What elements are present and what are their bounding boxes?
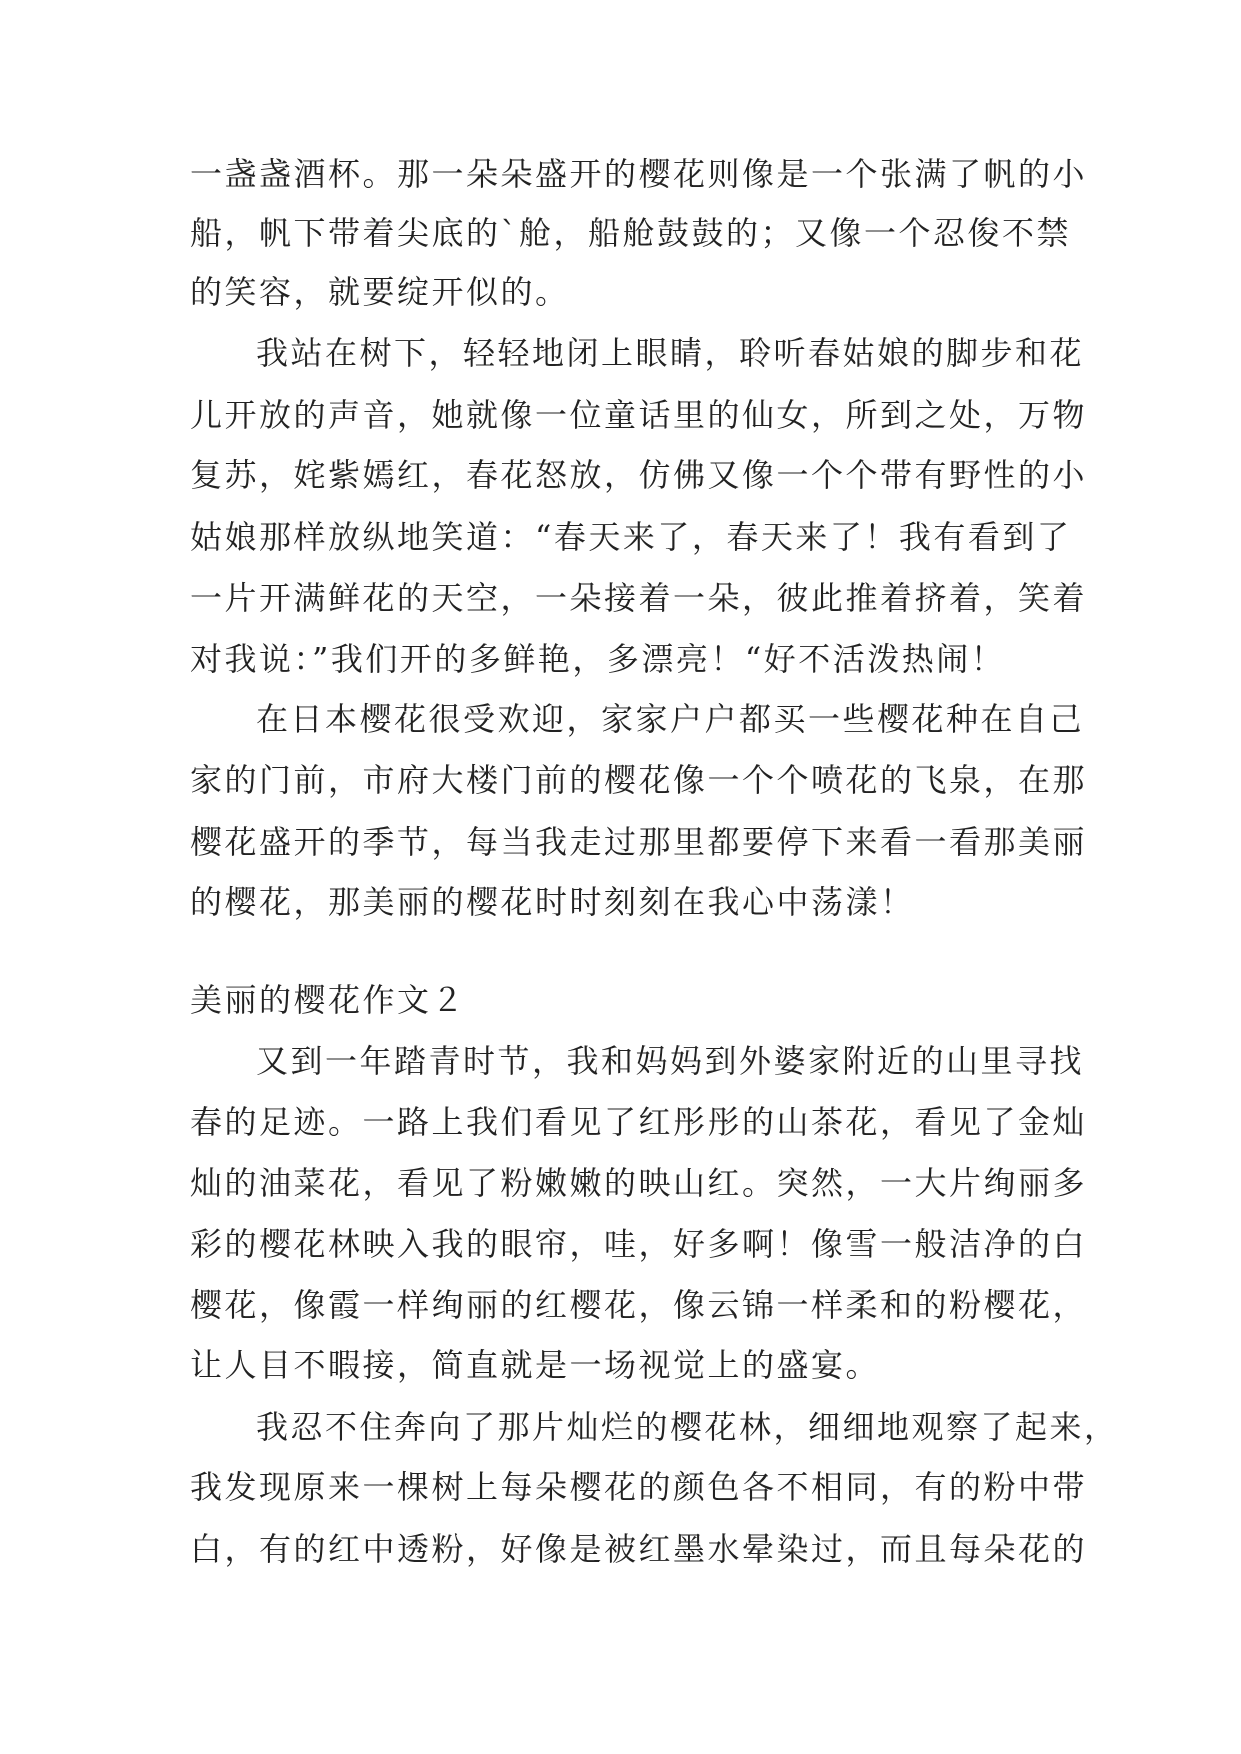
paragraph-line: 一盏盏酒杯。那一朵朵盛开的樱花则像是一个张满了帆的小 (190, 155, 1088, 193)
paragraph-line: 我发现原来一棵树上每朵樱花的颜色各不相同，有的粉中带 (190, 1468, 1088, 1506)
paragraph-line: 的樱花，那美丽的樱花时时刻刻在我心中荡漾！ (190, 883, 915, 921)
paragraph-line: 复苏，姹紫嫣红，春花怒放，仿佛又像一个个带有野性的小 (190, 456, 1088, 494)
section-heading: 美丽的樱花作文２ (190, 981, 467, 1019)
paragraph-line: 对我说：”我们开的多鲜艳，多漂亮！“好不活泼热闹！ (190, 640, 1006, 678)
paragraph-line: 樱花，像霞一样绚丽的红樱花，像云锦一样柔和的粉樱花， (190, 1286, 1088, 1324)
paragraph-line: 家的门前，市府大楼门前的樱花像一个个喷花的飞泉，在那 (190, 761, 1088, 799)
paragraph-line: 姑娘那样放纵地笑道：“春天来了，春天来了！我有看到了 (190, 518, 1072, 556)
paragraph-line: 让人目不暇接，简直就是一场视觉上的盛宴。 (190, 1346, 881, 1384)
paragraph-line: 彩的樱花林映入我的眼帘，哇，好多啊！像雪一般洁净的白 (190, 1225, 1088, 1263)
paragraph-line: 我站在树下，轻轻地闭上眼睛，聆听春姑娘的脚步和花 (256, 334, 1085, 372)
paragraph-line: 的笑容，就要绽开似的。 (190, 273, 570, 311)
paragraph-line: 樱花盛开的季节，每当我走过那里都要停下来看一看那美丽 (190, 823, 1088, 861)
paragraph-line: 我忍不住奔向了那片灿烂的樱花林，细细地观察了起来， (256, 1408, 1119, 1446)
paragraph-line: 在日本樱花很受欢迎，家家户户都买一些樱花种在自己 (256, 700, 1085, 738)
paragraph-line: 又到一年踏青时节，我和妈妈到外婆家附近的山里寻找 (256, 1042, 1085, 1080)
paragraph-line: 一片开满鲜花的天空，一朵接着一朵，彼此推着挤着，笑着 (190, 579, 1088, 617)
paragraph-line: 春的足迹。一路上我们看见了红彤彤的山茶花，看见了金灿 (190, 1103, 1088, 1141)
paragraph-line: 儿开放的声音，她就像一位童话里的仙女，所到之处，万物 (190, 396, 1088, 434)
paragraph-line: 船，帆下带着尖底的`舱，船舱鼓鼓的；又像一个忍俊不禁 (190, 214, 1072, 252)
paragraph-line: 灿的油菜花，看见了粉嫩嫩的映山红。突然，一大片绚丽多 (190, 1164, 1088, 1202)
paragraph-line: 白，有的红中透粉，好像是被红墨水晕染过，而且每朵花的 (190, 1530, 1088, 1568)
